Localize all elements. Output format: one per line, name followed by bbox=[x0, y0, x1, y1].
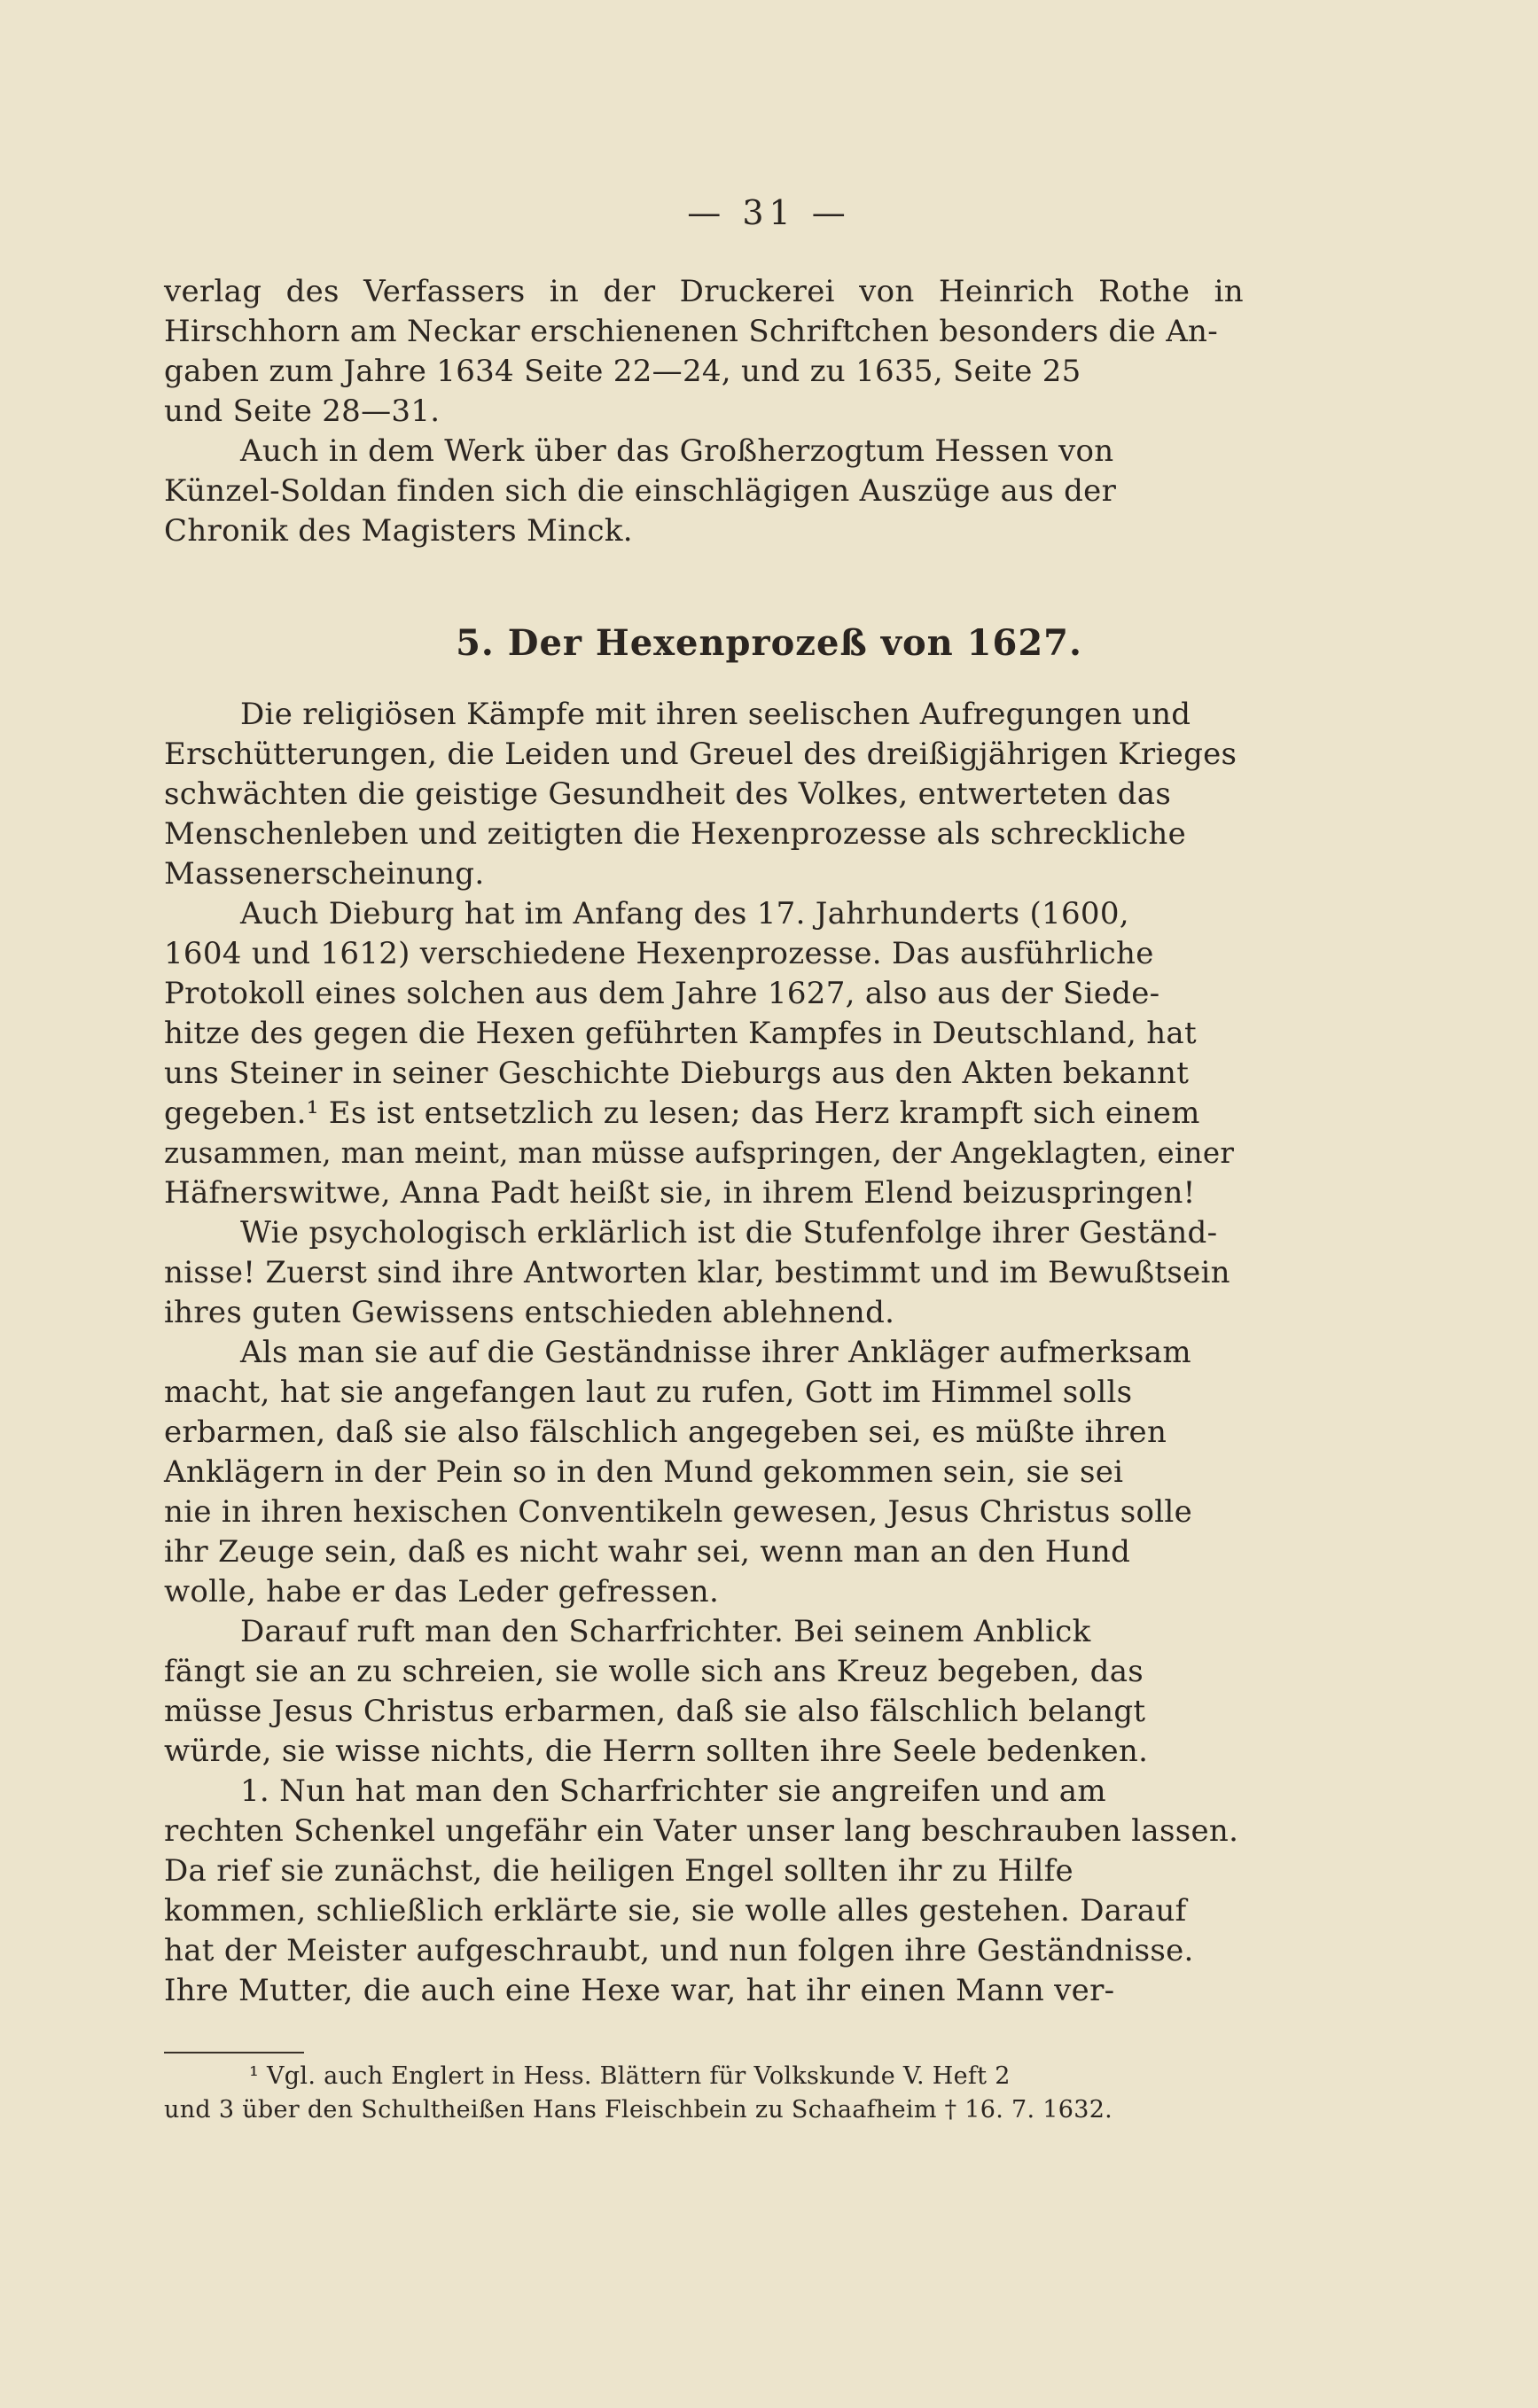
text-line: uns Steiner in seiner Geschichte Dieburgs aus den Akten bekannt bbox=[164, 1056, 1190, 1091]
text-line: Häfnerswitwe, Anna Padt heißt sie, in ihrem Elend beizuspringen! bbox=[164, 1175, 1196, 1211]
text-line: wolle, habe er das Leder gefressen. bbox=[164, 1574, 720, 1609]
text-line: müsse Jesus Christus erbarmen, daß sie also fälschlich belangt bbox=[164, 1694, 1146, 1729]
text-line: Die religiösen Kämpfe mit ihren seelischen Aufregungen und bbox=[240, 697, 1191, 732]
text-line: kommen, schließlich erklärte sie, sie wolle alles gestehen. Darauf bbox=[164, 1893, 1187, 1929]
body-text bbox=[164, 695, 1244, 2011]
footnote-line: und 3 über den Schultheißen Hans Fleischbein zu Schaafheim † 16. 7. 1632. bbox=[164, 2096, 1113, 2124]
footnote-line: ¹ Vgl. auch Englert in Hess. Blättern für Volkskunde V. Heft 2 bbox=[249, 2062, 1011, 2090]
text-line: verlag des Verfassers in der Druckerei von Heinrich Rothe in bbox=[164, 274, 1244, 309]
text-line: gegeben.¹ Es ist entsetzlich zu lesen; das Herz krampft sich einem bbox=[164, 1095, 1200, 1131]
text-line: Massenerscheinung. bbox=[164, 856, 485, 892]
text-line: Wie psychologisch erklärlich ist die Stufenfolge ihrer Geständ- bbox=[240, 1215, 1218, 1251]
section-heading: 5. Der Hexenprozeß von 1627. bbox=[456, 622, 1082, 664]
text-line: Auch Dieburg hat im Anfang des 17. Jahrhunderts (1600, bbox=[240, 896, 1129, 931]
text-line: Anklägern in der Pein so in den Mund gekommen sein, sie sei bbox=[164, 1454, 1124, 1490]
text-line: hitze des gegen die Hexen geführten Kampfes in Deutschland, hat bbox=[164, 1016, 1197, 1051]
text-line: schwächten die geistige Gesundheit des Volkes, entwerteten das bbox=[164, 776, 1172, 812]
text-line: würde, sie wisse nichts, die Herrn sollten ihre Seele bedenken. bbox=[164, 1734, 1149, 1769]
text-line: nisse! Zuerst sind ihre Antworten klar, bestimmt und im Bewußtsein bbox=[164, 1255, 1230, 1290]
text-line: Da rief sie zunächst, die heiligen Engel sollten ihr zu Hilfe bbox=[164, 1853, 1073, 1889]
text-line: Chronik des Magisters Minck. bbox=[164, 513, 633, 549]
text-line: Künzel-Soldan finden sich die einschlägigen Auszüge aus der bbox=[164, 473, 1117, 509]
text-line: ihres guten Gewissens entschieden ablehnend. bbox=[164, 1295, 895, 1330]
text-line: Auch in dem Werk über das Großherzogtum Hessen von bbox=[240, 433, 1114, 469]
footnote bbox=[164, 2060, 1244, 2127]
footnote-divider bbox=[164, 2052, 304, 2053]
text-line: rechten Schenkel ungefähr ein Vater unser lang beschrauben lassen. bbox=[164, 1813, 1239, 1849]
text-line: nie in ihren hexischen Conventikeln gewesen, Jesus Christus solle bbox=[164, 1494, 1192, 1530]
text-line: Protokoll eines solchen aus dem Jahre 1627, also aus der Siede- bbox=[164, 976, 1160, 1011]
text-line: macht, hat sie angefangen laut zu rufen, Gott im Himmel solls bbox=[164, 1375, 1133, 1410]
text-line: zusammen, man meint, man müsse aufspringen, der Angeklagten, einer bbox=[164, 1136, 1235, 1170]
text-line: Erschütterungen, die Leiden und Greuel des dreißigjährigen Krieges bbox=[164, 736, 1237, 772]
text-line: Menschenleben und zeitigten die Hexenprozesse als schreckliche bbox=[164, 816, 1186, 852]
text-line: 1. Nun hat man den Scharfrichter sie angreifen und am bbox=[240, 1773, 1106, 1809]
text-line: ihr Zeuge sein, daß es nicht wahr sei, wenn man an den Hund bbox=[164, 1534, 1131, 1570]
intro-paragraphs bbox=[164, 272, 1244, 551]
text-line: fängt sie an zu schreien, sie wolle sich ans Kreuz begeben, das bbox=[164, 1654, 1144, 1689]
text-line: Als man sie auf die Geständnisse ihrer Ankläger aufmerksam bbox=[240, 1335, 1191, 1370]
text-line: und Seite 28—31. bbox=[164, 394, 441, 429]
text-line: hat der Meister aufgeschraubt, und nun folgen ihre Geständnisse. bbox=[164, 1933, 1194, 1968]
text-line: Ihre Mutter, die auch eine Hexe war, hat ihr einen Mann ver- bbox=[164, 1973, 1115, 2008]
text-line: Darauf ruft man den Scharfrichter. Bei seinem Anblick bbox=[240, 1614, 1091, 1649]
text-line: gaben zum Jahre 1634 Seite 22—24, und zu 1635, Seite 25 bbox=[164, 354, 1081, 389]
text-line: erbarmen, daß sie also fälschlich angegeben sei, es müßte ihren bbox=[164, 1414, 1167, 1450]
text-line: 1604 und 1612) verschiedene Hexenprozesse. Das ausführliche bbox=[164, 936, 1154, 971]
page-number: — 31 — bbox=[687, 193, 851, 232]
text-line: Hirschhorn am Neckar erschienenen Schriftchen besonders die An- bbox=[164, 314, 1219, 349]
